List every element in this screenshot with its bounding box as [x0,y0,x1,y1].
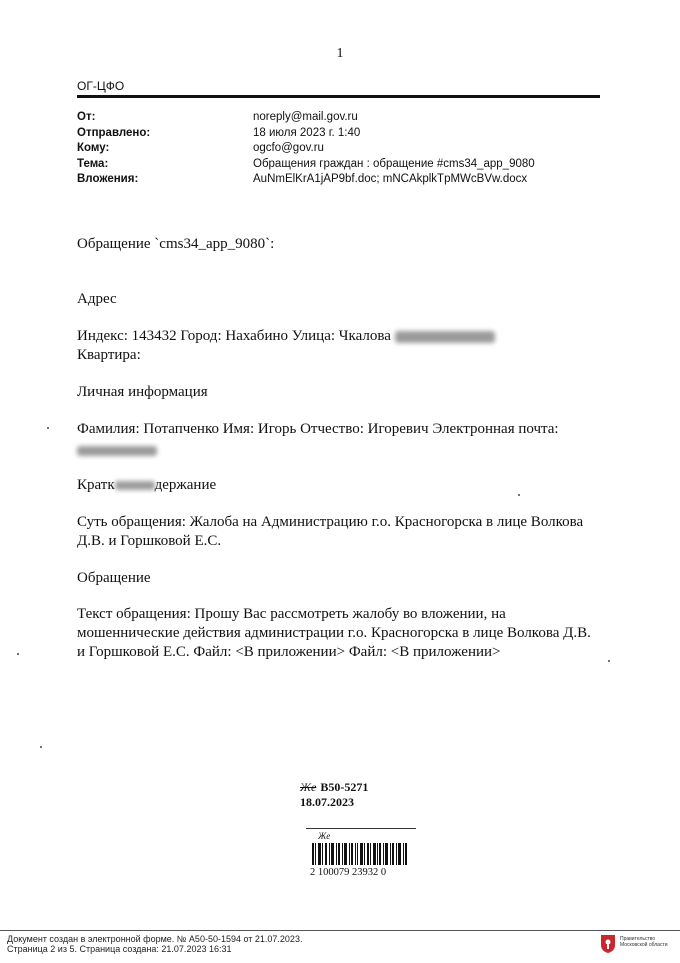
personal-heading: Личная информация [77,384,208,400]
header-row-sent [77,126,535,142]
header-value: noreply@mail.gov.ru [253,111,358,123]
appeal-title: Обращение `cms34_app_9080`: [77,236,275,252]
personal-line: Фамилия: Потапченко Имя: Игорь Отчество: Игоревич Электронная почта: [77,421,559,437]
header-value: AuNmElKrA1jAP9bf.doc; mNCAkplkTpMWcBVw.docx [253,173,528,185]
org-name: ОГ-ЦФО [77,79,125,93]
address-line [77,327,597,346]
header-label: Тема: [77,157,109,170]
header-row-subject [77,157,535,173]
registration-stamp [300,780,368,810]
address-heading: Адрес [77,291,117,307]
apartment-line [77,346,597,365]
address-text: Индекс: 143432 Город: Нахабино Улица: Чкалова [77,328,391,344]
footer-divider [0,930,680,931]
scan-speck [518,494,520,496]
summary-heading [77,476,597,495]
email-line [77,441,597,460]
header-label: Отправлено: [77,126,151,139]
header-value: Обращения граждан : обращение #cms34_app_9080 [253,157,535,170]
scan-speck [608,660,610,662]
emblem-caption: Правительство Московской области [620,936,668,948]
redacted-block [77,446,157,456]
scan-speck [47,427,49,429]
scan-speck [17,653,19,655]
footer-line-2: Страница 2 из 5. Страница создана: 21.07.2023 16:31 [7,944,232,954]
barcode-number: 2 100079 23932 0 [310,867,387,878]
summary-heading-start: Кратк [77,477,115,493]
header-row-from [77,110,535,126]
header-row-to [77,141,535,157]
header-label: От: [77,111,96,123]
stamp-number: В50-5271 [320,780,369,794]
apartment-text: Квартира: [77,347,141,363]
barcode-icon [312,843,408,865]
header-label: Вложения: [77,173,139,185]
stamp-signature: Же [300,780,317,794]
summary-heading-end: держание [154,477,217,493]
redacted-block [395,331,495,343]
header-label: Кому: [77,142,110,154]
essence-paragraph: Суть обращения: Жалоба на Администрацию г.о. Красногорска в лице Волкова Д.В. и Горшковой Е.С. [77,514,584,549]
footer-line-1: Документ создан в электронной форме. № А50-50-1594 от 21.07.2023. [7,934,303,944]
coat-of-arms-icon [600,934,616,954]
header-divider [77,95,600,98]
appeal-heading: Обращение [77,570,151,586]
redacted-block [115,481,155,490]
scan-speck [40,746,42,748]
header-value: 18 июля 2023 г. 1:40 [253,126,361,139]
appeal-paragraph: Текст обращения: Прошу Вас рассмотреть жалобу во вложении, на мошеннические действия администрации г.о. Красногорска в лице Волкова Д.В. и Горшковой Е.С. Файл: <В приложении> Файл: <В приложении> [77,606,591,660]
email-header [77,110,535,188]
header-row-attachments [77,172,535,188]
stamp-date: 18.07.2023 [300,795,354,809]
barcode-signature: Же [318,831,331,841]
page-number: 1 [336,46,344,61]
header-value: ogcfo@gov.ru [253,142,324,154]
footer [7,934,302,954]
